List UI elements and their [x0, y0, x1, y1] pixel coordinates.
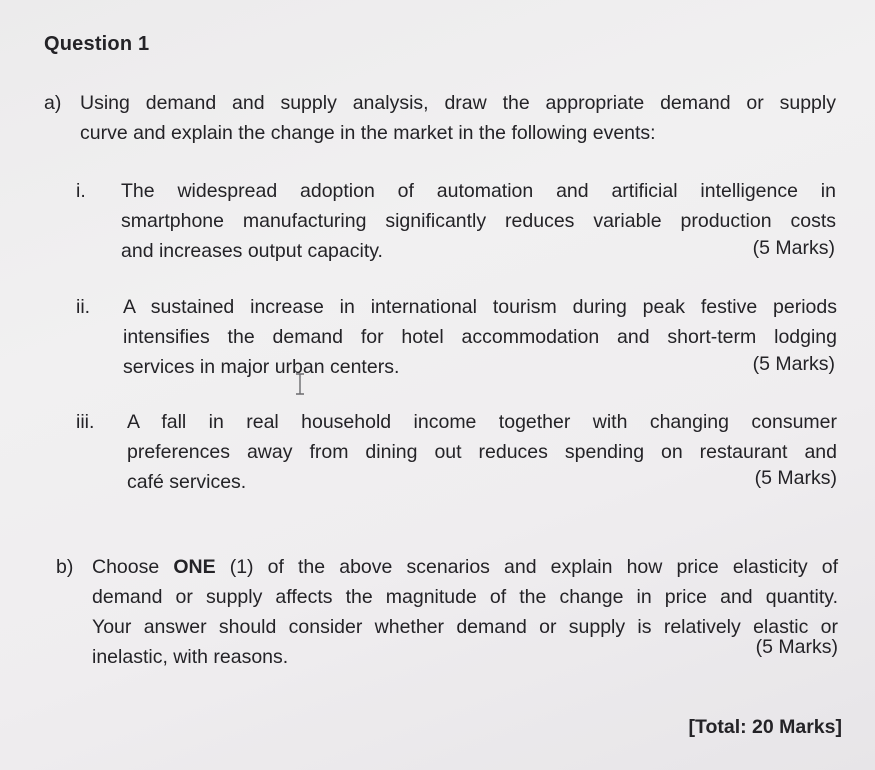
part-b-line-2: demand or supply affects the magnitude of the change in price and quantity.	[92, 586, 838, 608]
part-b-line-1-suffix: (1) of the above scenarios and explain how price elasticity of	[215, 556, 838, 578]
part-b-line-1	[92, 552, 838, 582]
question-heading: Question 1	[44, 33, 150, 55]
part-a-label: a)	[44, 92, 62, 114]
item-ii-line-2: intensifies the demand for hotel accommodation and short-term lodging	[123, 326, 837, 348]
part-b-text	[92, 552, 838, 672]
part-a-line-2: curve and explain the change in the market in the following events:	[80, 122, 656, 144]
item-i-line-1: The widespread adoption of automation and artificial intelligence in	[121, 180, 836, 202]
total-marks: [Total: 20 Marks]	[688, 716, 842, 738]
item-i-marks: (5 Marks)	[752, 237, 835, 259]
item-i-line-3: and increases output capacity.	[121, 240, 383, 262]
part-b-line-3: Your answer should consider whether demand or supply is relatively elastic or	[92, 616, 838, 638]
item-iii-line-2: preferences away from dining out reduces spending on restaurant and	[127, 441, 837, 463]
part-b-line-1-prefix: Choose	[92, 556, 174, 578]
item-i-numeral: i.	[76, 180, 86, 202]
part-a-line-1: Using demand and supply analysis, draw the appropriate demand or supply	[80, 92, 836, 114]
item-iii-line-1: A fall in real household income together with changing consumer	[127, 411, 837, 433]
item-ii-numeral: ii.	[76, 296, 91, 318]
item-i-line-2: smartphone manufacturing significantly reduces variable production costs	[121, 210, 836, 232]
item-ii-marks: (5 Marks)	[752, 353, 835, 375]
item-ii-line-1: A sustained increase in international tourism during peak festive periods	[123, 296, 837, 318]
item-iii-text	[127, 407, 837, 497]
item-i-text	[121, 176, 836, 266]
item-iii-numeral: iii.	[76, 411, 95, 433]
part-b-one-emphasis: ONE	[173, 556, 216, 578]
item-iii-line-3: café services.	[127, 471, 247, 493]
part-b-line-4: inelastic, with reasons.	[92, 646, 289, 668]
part-b-marks: (5 Marks)	[755, 636, 838, 658]
item-ii-line-3: services in major urban centers.	[123, 356, 400, 378]
part-a-text	[80, 88, 836, 148]
part-b-label: b)	[56, 556, 74, 578]
item-ii-text	[123, 292, 837, 382]
item-iii-marks: (5 Marks)	[754, 467, 837, 489]
text-cursor-icon	[294, 373, 306, 395]
